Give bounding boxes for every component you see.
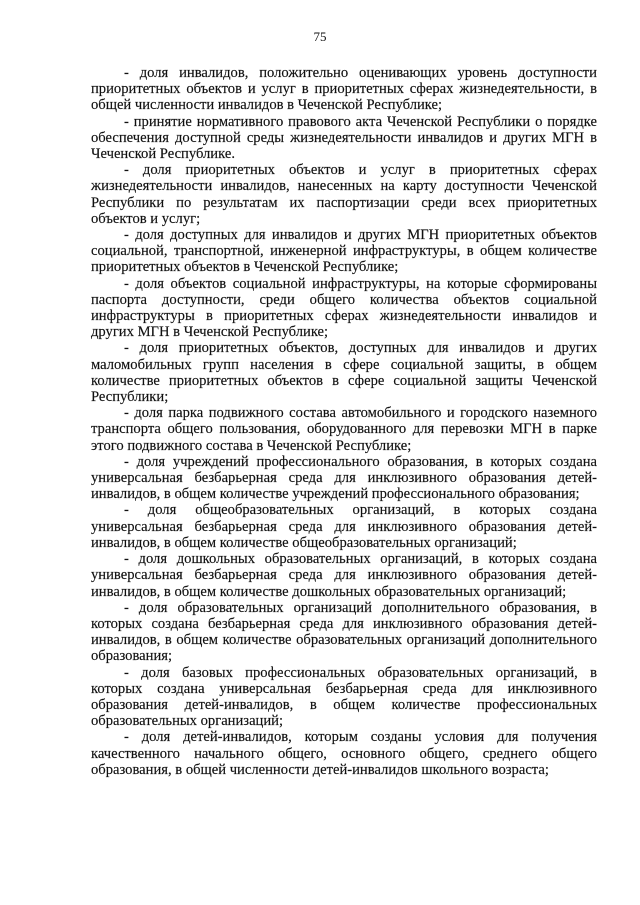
paragraph-9: - доля общеобразовательных организаций, в которых создана универсальная безбарьерная среда для инклюзивного образования детей-инвалидов, в общем количестве общеобразовательных организаций; — [91, 502, 597, 551]
paragraph-13: - доля детей-инвалидов, которым созданы условия для получения качественного начального общего, основного общего, среднего общего образования, в общей численности детей-инвалидов школьного возраста; — [91, 729, 597, 778]
paragraph-6: - доля приоритетных объектов, доступных для инвалидов и других маломобильных групп населения в сфере социальной защиты, в общем количестве приоритетных объектов в сфере социальной защиты Чеченской Республики; — [91, 340, 597, 406]
paragraph-7: - доля парка подвижного состава автомобильного и городского наземного транспорта общего пользования, оборудованного для перевозки МГН в парке этого подвижного состава в Чеченской Республике; — [91, 405, 597, 454]
paragraph-12: - доля базовых профессиональных образовательных организаций, в которых создана универсальная безбарьерная среда для инклюзивного образования детей-инвалидов, в общем количестве профессиональных образовательных организаций; — [91, 664, 597, 730]
paragraph-8: - доля учреждений профессионального образования, в которых создана универсальная безбарьерная среда для инклюзивного образования детей-инвалидов, в общем количестве учреждений профессионального образования; — [91, 453, 597, 503]
paragraph-5: - доля объектов социальной инфраструктуры, на которые сформированы паспорта доступности, среди общего количества объектов социальной инфраструктуры в приоритетных сферах жизнедеятельности инвалидов и других МГН в Чеченской Республике; — [91, 275, 597, 341]
paragraph-1: - доля инвалидов, положительно оценивающих уровень доступности приоритетных объектов и услуг в приоритетных сферах жизнедеятельности, в общей численности инвалидов в Чеченской Республике; — [91, 65, 597, 114]
page-number: 75 — [313, 29, 327, 44]
paragraph-10: - доля дошкольных образовательных организаций, в которых создана универсальная безбарьерная среда для инклюзивного образования детей-инвалидов, в общем количестве дошкольных образовательных организаций; — [91, 551, 597, 600]
paragraph-2: - принятие нормативного правового акта Чеченской Республики о порядке обеспечения доступной среды жизнедеятельности инвалидов и других МГН в Чеченской Республике. — [91, 113, 597, 163]
document-body — [91, 65, 597, 778]
paragraph-4: - доля доступных для инвалидов и других МГН приоритетных объектов социальной, транспортной, инженерной инфраструктуры, в общем количестве приоритетных объектов в Чеченской Республике; — [91, 227, 597, 276]
paragraph-11: - доля образовательных организаций дополнительного образования, в которых создана безбарьерная среда для инклюзивного образования детей-инвалидов, в общем количестве образовательных организаций дополнительного образования; — [91, 599, 597, 665]
paragraph-3: - доля приоритетных объектов и услуг в приоритетных сферах жизнедеятельности инвалидов, нанесенных на карту доступности Чеченской Республики по результатам их паспортизации среди всех приоритетных объектов и услуг; — [91, 162, 597, 227]
